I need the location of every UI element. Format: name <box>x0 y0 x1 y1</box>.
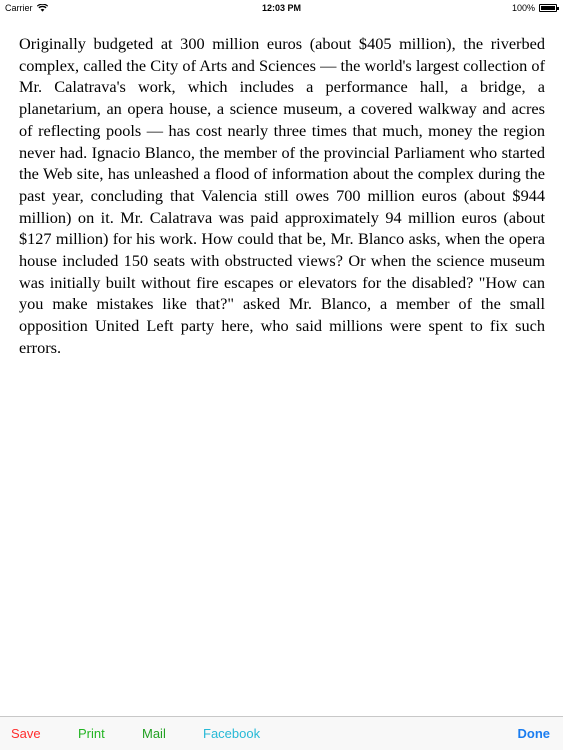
bottom-toolbar <box>0 716 563 750</box>
battery-percent: 100% <box>511 3 535 13</box>
status-bar <box>0 0 563 18</box>
print-button[interactable]: Print <box>78 726 105 741</box>
battery-icon <box>539 4 557 12</box>
facebook-button[interactable]: Facebook <box>203 726 261 741</box>
save-button[interactable]: Save <box>11 726 41 741</box>
mail-button[interactable]: Mail <box>142 726 166 741</box>
article-body: Originally budgeted at 300 million euros (about $405 million), the riverbed complex, called the City of Arts and Sciences — the world's largest collection of Mr. Calatrava's work, which includes a performance hall, a bridge, a planetarium, an opera house, a science museum, a covered walkway and acres of reflecting pools — has cost nearly three times that much, money the region never had. Ignacio Blanco, the member of the provincial Parliament who started the Web site, has unleashed a flood of information about the complex during the past year, concluding that Valencia still owes 700 million euros (about $944 million) on it. Mr. Calatrava was paid approximately 94 million euros (about $127 million) for his work. How could that be, Mr. Blanco asks, when the opera house included 150 seats with obstructed views? Or when the science museum was initially built without fire escapes or elevators for the disabled? "How can you make mistakes like that?" asked Mr. Blanco, a member of the small opposition United Left party here, who said millions were spent to fix such errors. <box>19 34 545 357</box>
status-time: 12:03 PM <box>261 3 302 13</box>
done-button[interactable]: Done <box>517 726 550 741</box>
carrier-label: Carrier <box>5 3 33 13</box>
status-right <box>512 3 557 13</box>
battery-fill <box>541 6 555 10</box>
